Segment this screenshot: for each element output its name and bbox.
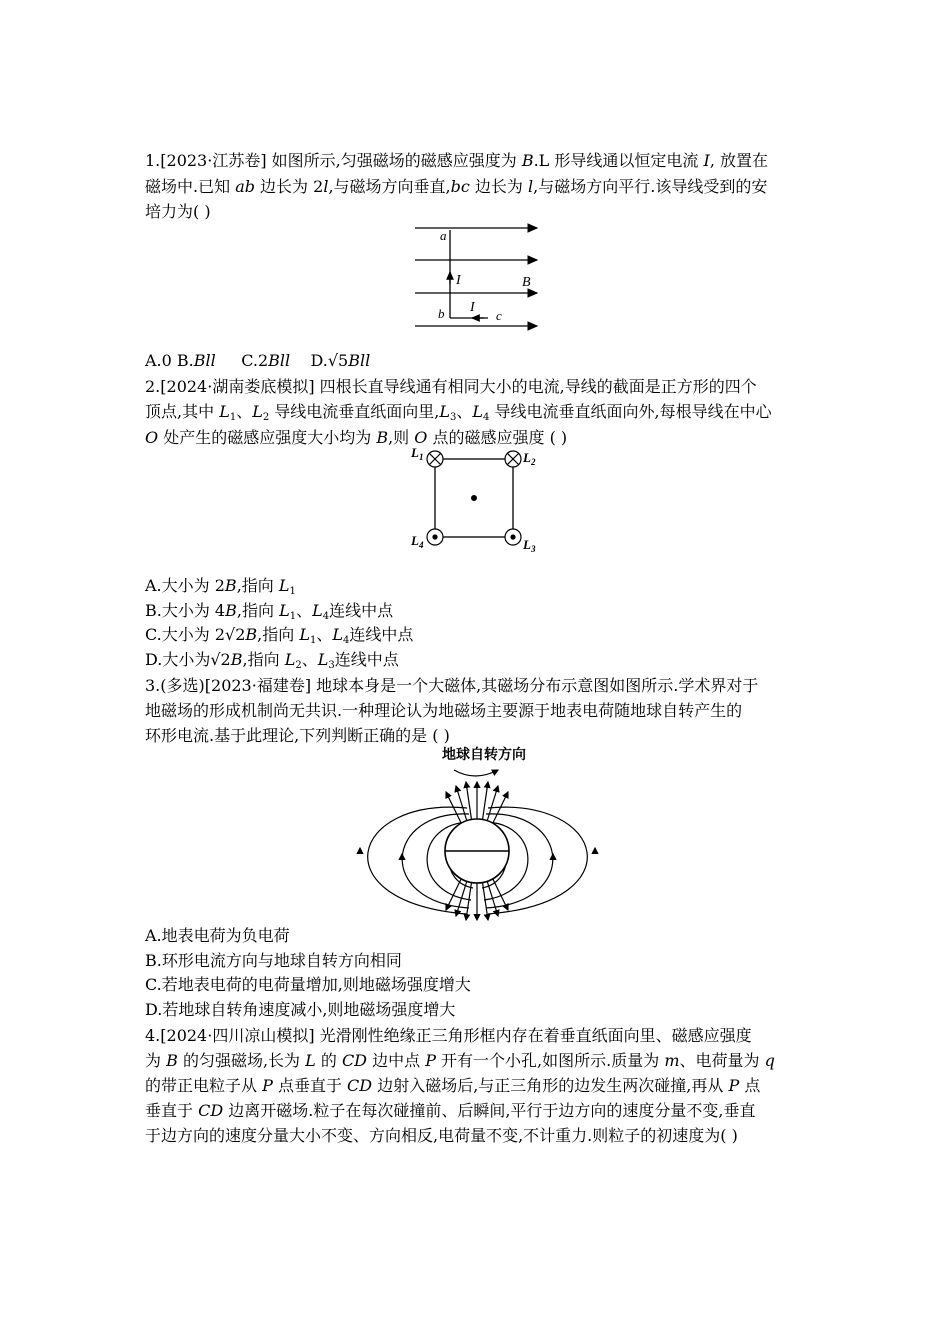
q3-line-2: 地磁场的形成机制尚无共识.一种理论认为地磁场主要源于地表电荷随地球自转产生的 [145,701,743,720]
q3-line-3: 环形电流.基于此理论,下列判断正确的是 ( ) [145,726,450,745]
q2-line-2: 顶点,其中 $L_1$、$L_2$ 导线电流垂直纸面向里$,L_3$、$L_4$ 导线电流垂直纸面向外,每根导线在中心 [145,402,772,423]
q4-line-2: 为 B 的匀强磁场,长为 L 的 CD 边中点 P 开有一个小孔,如图所示.质量为 m、电荷量为 q [145,1051,775,1070]
q2-line-3: O 处产生的磁感应强度大小均为 B,则 O 点的磁感应强度 ( ) [145,428,568,447]
q4-line-1: 4.[2024·四川凉山模拟] 光滑刚性绝缘正三角形框内存在着垂直纸面向里、磁感应强度 [145,1026,752,1045]
wire-L3-out-of-page-icon [505,529,521,545]
q3-figure [330,742,625,922]
q2-option-A: A.大小为 2B,指向 $L_1$ [145,576,296,597]
rotation-arrow-icon [454,770,498,776]
center-point-O [471,495,477,501]
q1-line-2: 磁场中.已知 ab 边长为 2l,与磁场方向垂直,bc 边长为 l,与磁场方向平行.该导线受到的安 [145,177,768,196]
q1-options: A.0 B.Bll C.2Bll D.√5Bll [145,351,371,370]
q3-option-C: C.若地表电荷的电荷量增加,则地磁场强度增大 [145,975,471,994]
q2-option-B: B.大小为 4B,指向 $L_1$、$L_4$连线中点 [145,601,394,622]
q3-option-B: B.环形电流方向与地球自转方向相同 [145,951,402,970]
q4-line-5: 于边方向的速度分量大小不变、方向相反,电荷量不变,不计重力.则粒子的初速度为( ) [145,1126,738,1145]
label-b: b [438,306,445,321]
wire-L1-into-page-icon [427,451,443,467]
q4-line-4: 垂直于 CD 边离开磁场.粒子在每次碰撞前、后瞬间,平行于边方向的速度分量不变,垂直 [145,1101,756,1120]
q2-line-1: 2.[2024·湖南娄底模拟] 四根长直导线通有相同大小的电流,导线的截面是正方形的四个 [145,377,757,396]
label-L3: $L_3$ [523,537,536,554]
q2-figure [405,447,545,557]
q2-option-D: D.大小为√2B,指向 $L_2$、$L_3$连线中点 [145,650,399,671]
label-c: c [496,308,502,323]
label-field-B: B [522,275,531,290]
q1-line-1: 1.[2023·江苏卷] 如图所示,匀强磁场的磁感应强度为 B.L 形导线通以恒定电流 I, 放置在 [145,151,768,170]
q3-line-1: 3.(多选)[2023·福建卷] 地球本身是一个大磁体,其磁场分布示意图如图所示.学术界对于 [145,676,759,695]
label-L4: $L_4$ [411,533,424,550]
q1-line-3: 培力为( ) [145,202,211,221]
figure-title: 地球自转方向 [442,747,526,763]
wire-L2-into-page-icon [505,451,521,467]
q3-option-D: D.若地球自转角速度减小,则地磁场强度增大 [145,1000,456,1019]
label-L1: $L_1$ [411,447,424,462]
q2-option-C: C.大小为 2√2B,指向 $L_1$、$L_4$连线中点 [145,625,414,646]
label-L2: $L_2$ [523,450,536,467]
wire-L4-out-of-page-icon [427,529,443,545]
q4-line-3: 的带正电粒子从 P 点垂直于 CD 边射入磁场后,与正三角形的边发生两次碰撞,再从 P 点 [145,1076,761,1095]
q1-figure [410,222,545,334]
q3-option-A: A.地表电荷为负电荷 [145,926,290,945]
label-current-bc: I [470,300,475,315]
label-a: a [440,228,447,243]
label-current-ab: I [456,273,461,288]
